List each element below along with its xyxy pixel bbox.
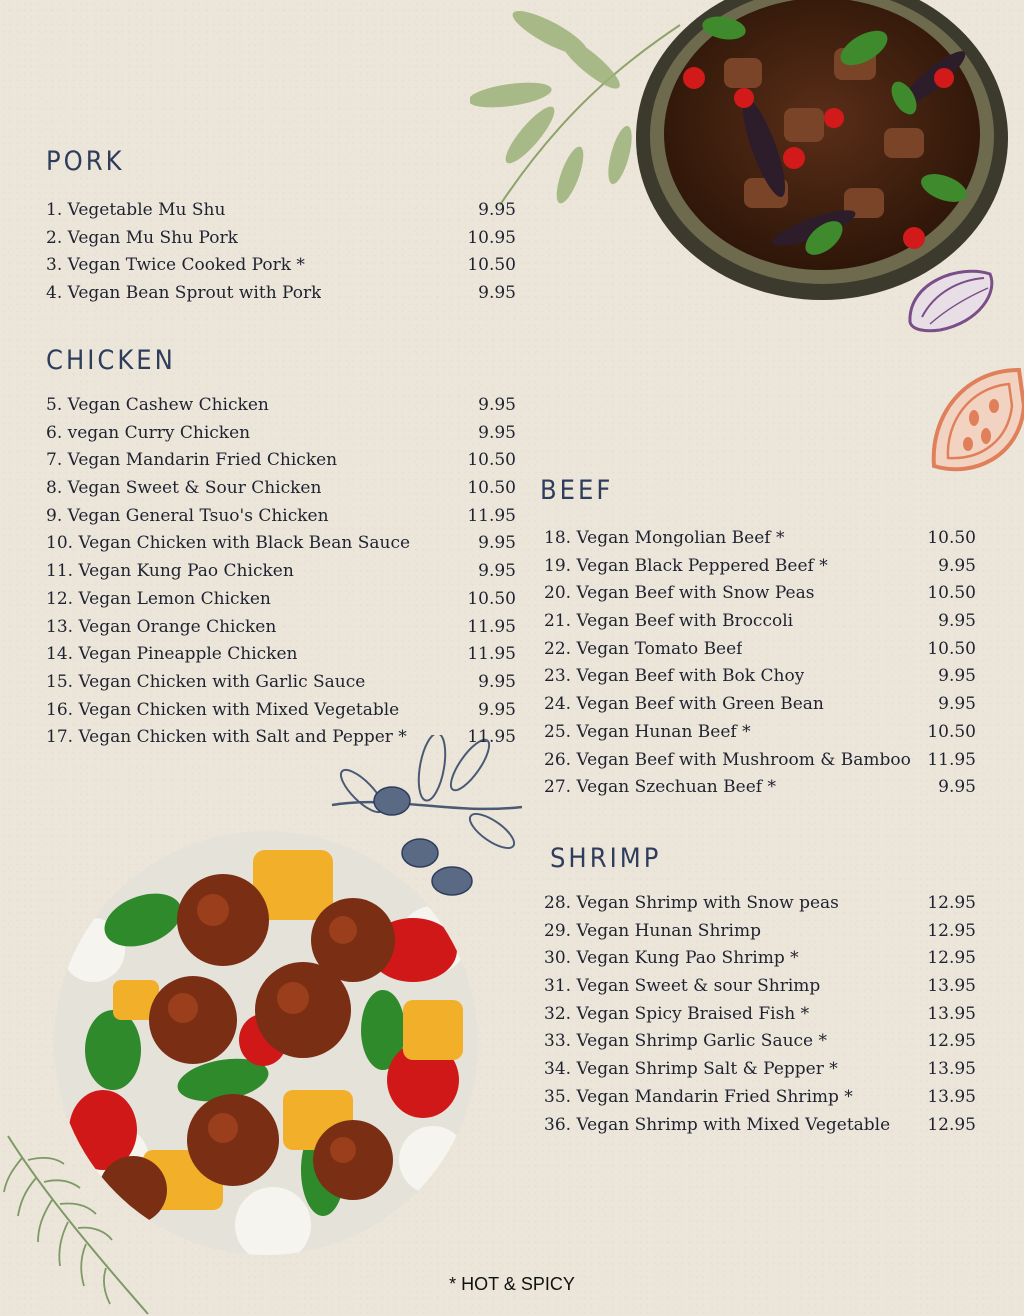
menu-item [46, 506, 516, 534]
menu-item [544, 528, 976, 556]
menu-item-price: 9.95 [938, 555, 976, 576]
menu-item-name: 32. Vegan Spicy Braised Fish * [544, 1003, 810, 1024]
menu-item-name: 28. Vegan Shrimp with Snow peas [544, 893, 839, 913]
menu-item-price: 12.95 [927, 893, 976, 913]
menu-item-name: 8. Vegan Sweet & Sour Chicken [46, 478, 322, 499]
menu-item [544, 666, 976, 694]
menu-item-name: 9. Vegan General Tsuo's Chicken [46, 505, 329, 526]
menu-item-name: 2. Vegan Mu Shu Pork [46, 227, 238, 248]
menu-item [544, 1115, 976, 1143]
menu-item-name: 6. vegan Curry Chicken [46, 422, 251, 443]
menu-item-name: 14. Vegan Pineapple Chicken [46, 644, 298, 665]
menu-item [46, 255, 516, 283]
menu-item-price: 10.50 [467, 588, 516, 609]
menu-item-price: 9.95 [938, 694, 976, 715]
menu-item-name: 22. Vegan Tomato Beef [544, 638, 743, 659]
menu-item-price: 11.95 [927, 749, 976, 770]
menu-item-name: 24. Vegan Beef with Green Bean [544, 694, 824, 715]
menu-item-price: 9.95 [478, 671, 516, 692]
menu-item [544, 1031, 976, 1059]
menu-item-name: 3. Vegan Twice Cooked Pork * [46, 255, 305, 276]
menu-item-name: 23. Vegan Beef with Bok Choy [544, 666, 805, 687]
menu-item-price: 11.95 [467, 616, 516, 637]
menu-item-name: 7. Vegan Mandarin Fried Chicken [46, 450, 338, 471]
menu-item-name: 25. Vegan Hunan Beef * [544, 721, 751, 742]
menu-item-price: 10.50 [927, 638, 976, 659]
menu-item [46, 672, 516, 700]
menu-item-name: 36. Vegan Shrimp with Mixed Vegetable [544, 1114, 891, 1135]
menu-item-name: 26. Vegan Beef with Mushroom & Bamboo [544, 749, 911, 770]
menu-item-price: 9.95 [478, 200, 516, 220]
menu-item-name: 35. Vegan Mandarin Fried Shrimp * [544, 1086, 853, 1107]
menu-item [46, 283, 516, 311]
menu-item-price: 9.95 [478, 561, 516, 582]
menu-item-price: 9.95 [478, 533, 516, 554]
menu-item-price: 13.95 [927, 976, 976, 997]
menu-item [46, 644, 516, 672]
menu-item [544, 948, 976, 976]
menu-item-name: 20. Vegan Beef with Snow Peas [544, 583, 815, 604]
menu-item-name: 33. Vegan Shrimp Garlic Sauce * [544, 1031, 828, 1052]
menu-item [46, 395, 516, 423]
menu-item-price: 9.95 [478, 283, 516, 304]
menu-item-price: 12.95 [927, 1114, 976, 1135]
menu-item-price: 12.95 [927, 1031, 976, 1052]
menu-item-price: 9.95 [938, 666, 976, 687]
menu-item-price: 13.95 [927, 1059, 976, 1080]
menu-item [46, 200, 516, 228]
menu-item [544, 976, 976, 1004]
beef-menu-list [544, 528, 976, 805]
menu-item-price: 12.95 [927, 948, 976, 969]
menu-item [544, 777, 976, 805]
menu-item-name: 31. Vegan Sweet & sour Shrimp [544, 976, 821, 997]
tomato-slice-icon [924, 366, 1024, 488]
section-title-shrimp: SHRIMP [550, 843, 662, 874]
menu-item [544, 921, 976, 949]
chicken-menu-list [46, 395, 516, 755]
hot-spicy-footnote: * HOT & SPICY [449, 1274, 575, 1294]
menu-item-name: 19. Vegan Black Peppered Beef * [544, 555, 828, 576]
menu-item-name: 4. Vegan Bean Sprout with Pork [46, 283, 322, 304]
pork-menu-list [46, 200, 516, 311]
menu-item-name: 1. Vegetable Mu Shu [46, 200, 226, 220]
menu-item-name: 34. Vegan Shrimp Salt & Pepper * [544, 1059, 838, 1080]
menu-item [544, 750, 976, 778]
menu-item-price: 10.50 [467, 478, 516, 499]
menu-item-name: 30. Vegan Kung Pao Shrimp * [544, 948, 799, 969]
menu-item [46, 423, 516, 451]
menu-item-name: 15. Vegan Chicken with Garlic Sauce [46, 671, 366, 692]
menu-item-name: 29. Vegan Hunan Shrimp [544, 920, 761, 941]
menu-item-name: 21. Vegan Beef with Broccoli [544, 611, 794, 632]
menu-item [544, 694, 976, 722]
menu-item [544, 1004, 976, 1032]
menu-item-price: 10.50 [927, 583, 976, 604]
menu-item-name: 11. Vegan Kung Pao Chicken [46, 561, 294, 582]
menu-item [46, 700, 516, 728]
menu-item [46, 727, 516, 755]
menu-item [544, 583, 976, 611]
menu-item [46, 561, 516, 589]
section-title-chicken: CHICKEN [46, 345, 176, 376]
menu-item-price: 11.95 [467, 505, 516, 526]
menu-item-price: 13.95 [927, 1086, 976, 1107]
menu-item [544, 611, 976, 639]
menu-item [544, 722, 976, 750]
section-title-beef: BEEF [540, 475, 614, 506]
menu-item [544, 639, 976, 667]
menu-item [46, 450, 516, 478]
menu-item-price: 10.95 [467, 227, 516, 248]
menu-item-price: 11.95 [467, 644, 516, 665]
menu-item-name: 13. Vegan Orange Chicken [46, 616, 277, 637]
menu-item [46, 533, 516, 561]
menu-item [46, 478, 516, 506]
menu-item [544, 893, 976, 921]
menu-item [544, 556, 976, 584]
menu-item-name: 27. Vegan Szechuan Beef * [544, 777, 776, 798]
menu-item-name: 10. Vegan Chicken with Black Bean Sauce [46, 533, 411, 554]
menu-item-price: 9.95 [478, 395, 516, 415]
menu-item-price: 10.50 [467, 255, 516, 276]
menu-item [46, 617, 516, 645]
section-title-pork: PORK [46, 146, 125, 177]
menu-item-price: 12.95 [927, 920, 976, 941]
menu-item-price: 10.50 [467, 450, 516, 471]
menu-item [46, 589, 516, 617]
menu-item-price: 9.95 [478, 422, 516, 443]
menu-item [544, 1087, 976, 1115]
menu-item [46, 228, 516, 256]
garlic-clove-icon [900, 262, 1000, 337]
menu-item-price: 9.95 [938, 777, 976, 798]
menu-item-price: 9.95 [938, 611, 976, 632]
menu-item [544, 1059, 976, 1087]
menu-item-price: 9.95 [478, 699, 516, 720]
menu-item-name: 16. Vegan Chicken with Mixed Vegetable [46, 699, 400, 720]
menu-item-name: 18. Vegan Mongolian Beef * [544, 528, 785, 548]
menu-item-name: 17. Vegan Chicken with Salt and Pepper * [46, 727, 407, 748]
menu-item-price: 13.95 [927, 1003, 976, 1024]
shrimp-menu-list [544, 893, 976, 1142]
menu-item-price: 10.50 [927, 721, 976, 742]
menu-item-name: 12. Vegan Lemon Chicken [46, 588, 271, 609]
menu-item-name: 5. Vegan Cashew Chicken [46, 395, 269, 415]
menu-item-price: 11.95 [467, 727, 516, 748]
menu-item-price: 10.50 [927, 528, 976, 548]
